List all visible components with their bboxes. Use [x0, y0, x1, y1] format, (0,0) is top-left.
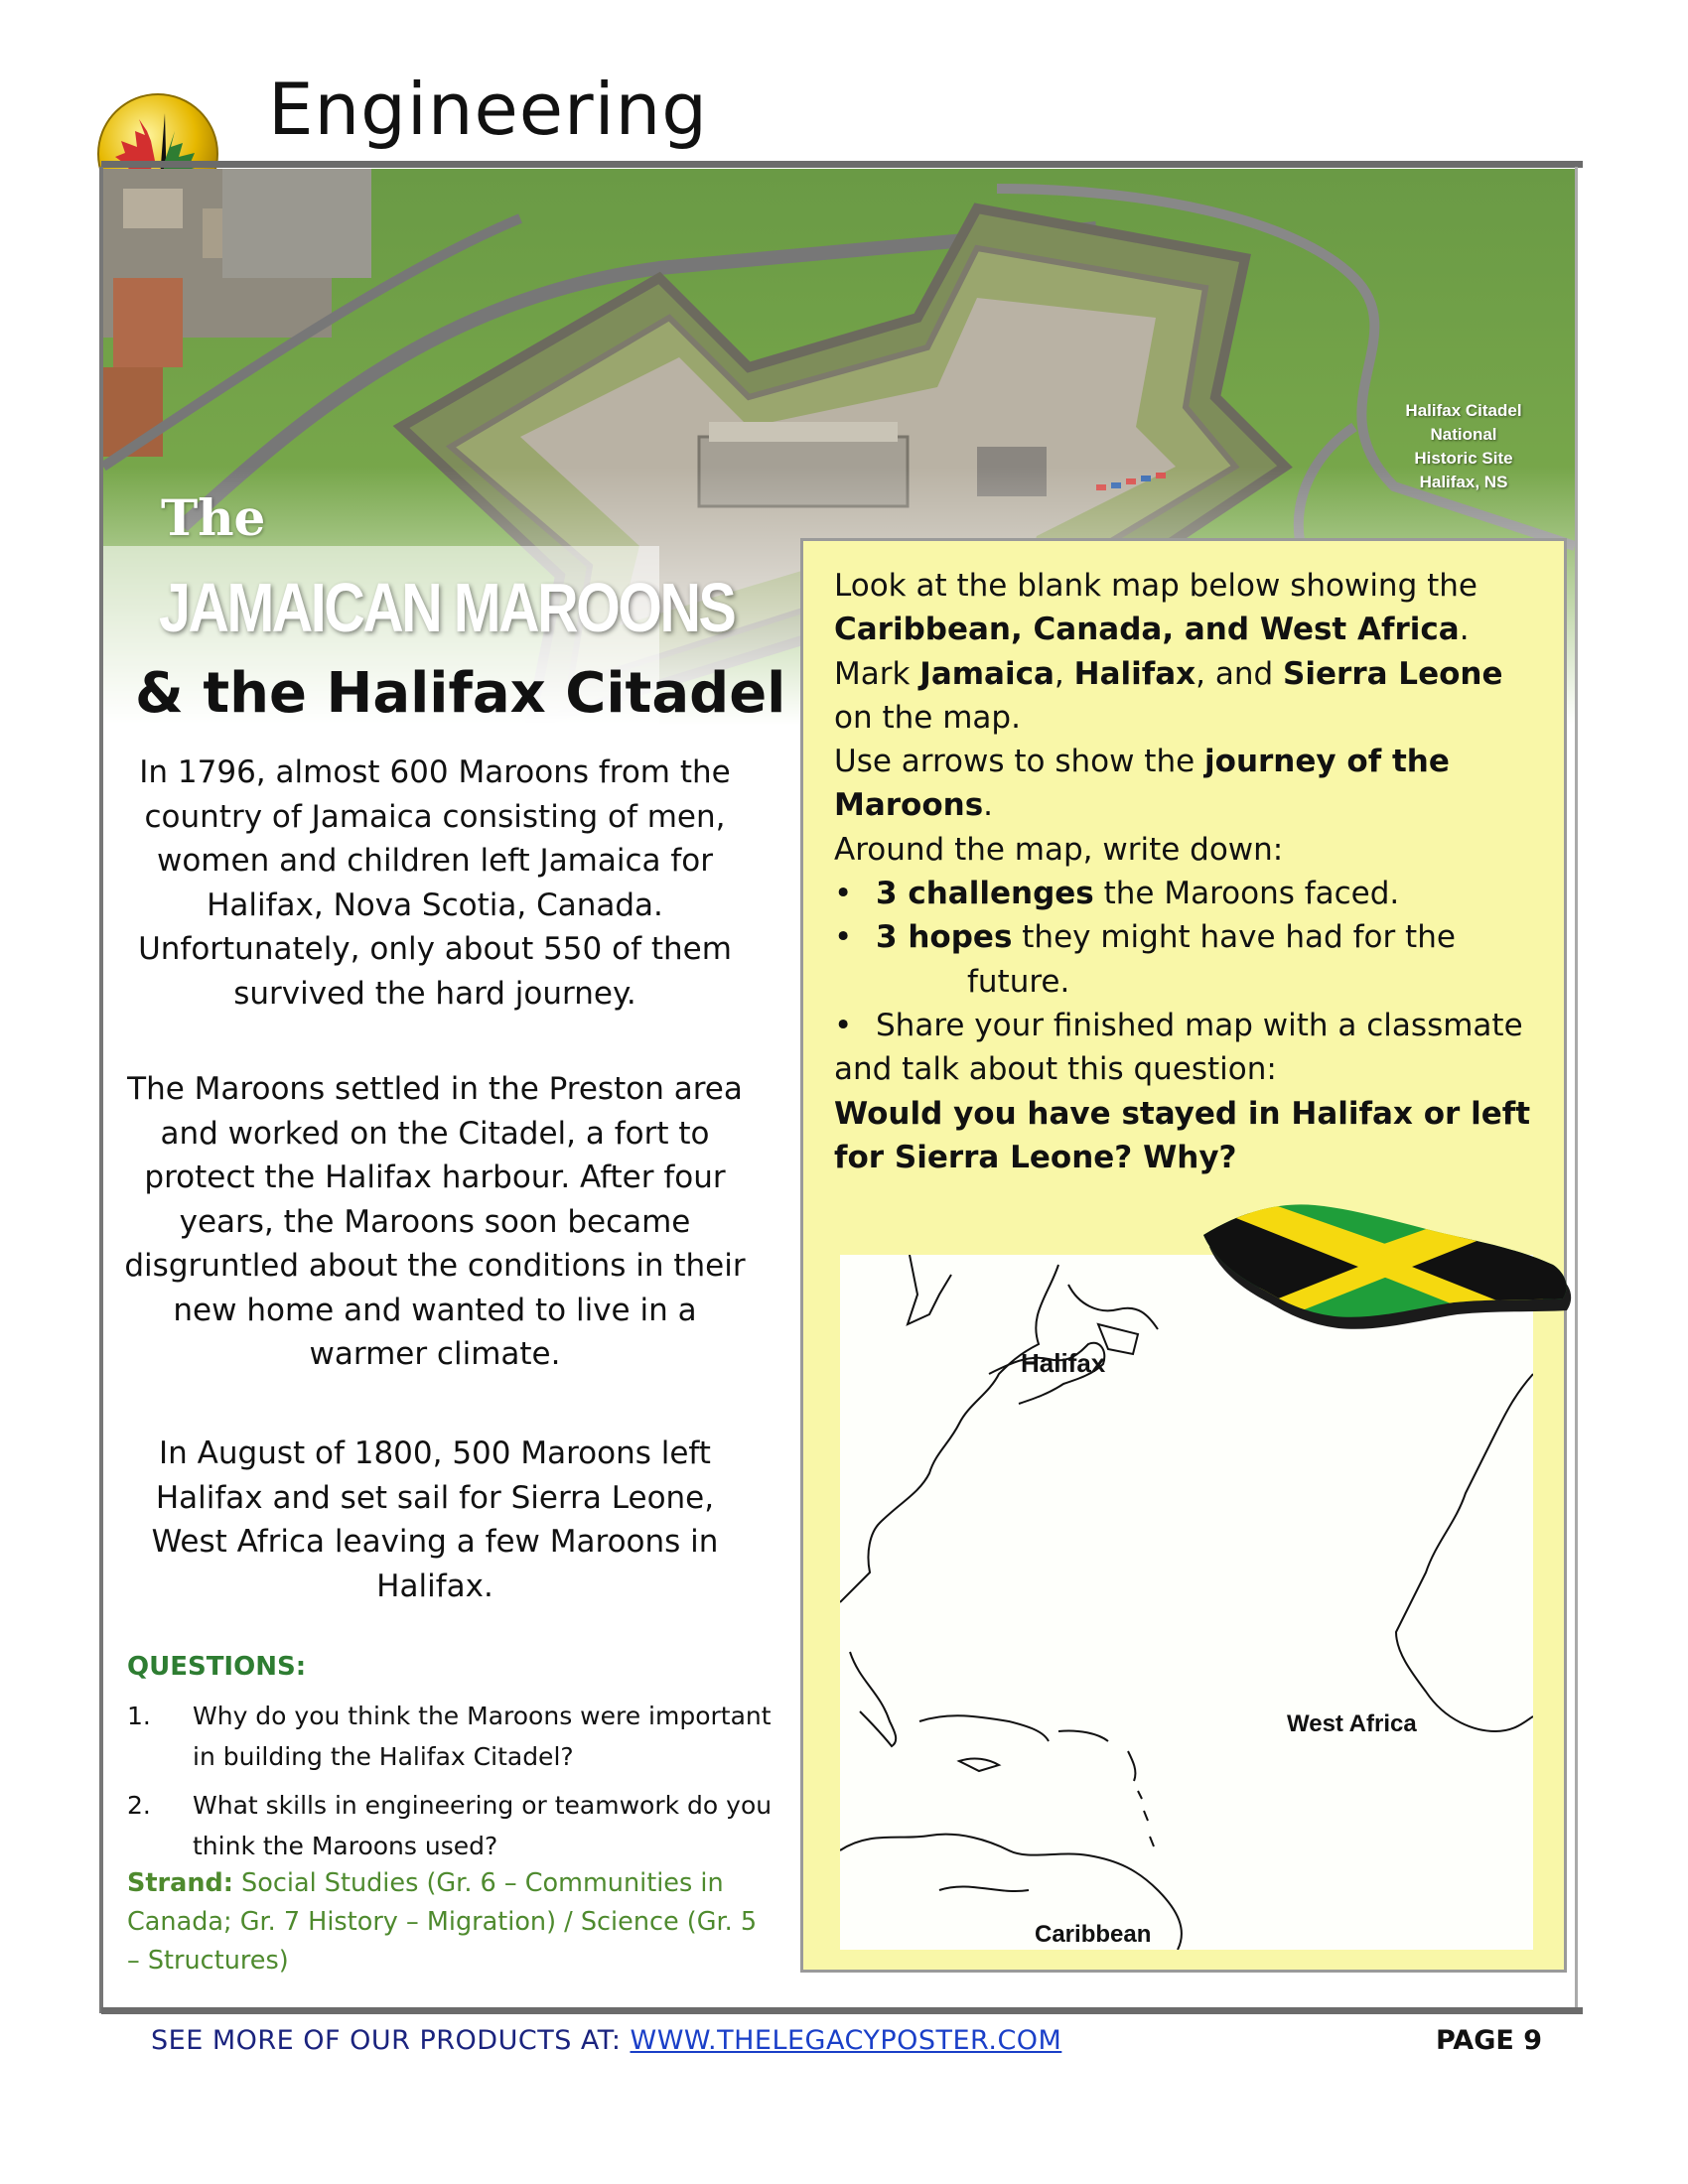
questions-heading: QUESTIONS:: [127, 1652, 307, 1682]
place-halifax: Halifax: [1073, 655, 1196, 692]
journey-emphasis: journey of the Maroons: [834, 744, 1450, 824]
caption-line: Halifax Citadel: [1405, 401, 1522, 420]
instruction-text: Look at the blank map below showing the: [834, 568, 1477, 604]
departure-paragraph: In August of 1800, 500 Maroons left Halifax and set sail for Sierra Leone, West Africa leaving a few Maroons in Halifax.: [151, 1435, 719, 1604]
instruction-text: ,: [1054, 655, 1074, 692]
strand-label: Strand:: [127, 1868, 233, 1898]
title-halifax-citadel: & the Halifax Citadel: [135, 661, 786, 726]
instruction-text: .: [1459, 612, 1470, 648]
strand-text: Social Studies (Gr. 6 – Communities in Canada; Gr. 7 History – Migration) / Science (Gr. 5 – Structures): [127, 1868, 758, 1976]
discussion-question-text: Would you have stayed in Halifax or left for Sierra Leone? Why?: [834, 1095, 1531, 1175]
map-label-west-africa: West Africa: [1287, 1710, 1417, 1737]
caption-line: Historic Site: [1414, 449, 1513, 468]
place-jamaica: Jamaica: [919, 655, 1055, 692]
caption-line: Halifax, NS: [1419, 473, 1508, 491]
instruction-text: , and: [1196, 655, 1284, 692]
curriculum-strand: [127, 1864, 773, 1980]
question-number: 2.: [127, 1791, 151, 1820]
place-sierra-leone: Sierra Leone: [1283, 655, 1503, 692]
frame-right-border: [1575, 167, 1578, 2013]
instruction-line: [834, 652, 1549, 741]
instruction-text: Use arrows to show the: [834, 744, 1205, 780]
bullet-item: [834, 915, 1549, 959]
caption-line: National: [1430, 425, 1497, 444]
bullet-text: the Maroons faced.: [1093, 876, 1400, 912]
bullet-text: Share your finished map with a classmate and talk about this question:: [834, 1007, 1523, 1088]
instruction-line: Around the map, write down:: [834, 831, 1284, 868]
question-item: [127, 1696, 772, 1777]
regions-emphasis: Caribbean, Canada, and West Africa: [834, 612, 1460, 648]
activity-instructions: [834, 564, 1549, 1179]
question-text: Why do you think the Maroons were important in building the Halifax Citadel?: [193, 1702, 772, 1771]
instruction-text: .: [983, 787, 994, 824]
bullet-continuation: future.: [967, 963, 1070, 1000]
jamaica-flag-island-icon: [1196, 1191, 1575, 1342]
question-number: 1.: [127, 1702, 151, 1730]
instruction-line: [834, 608, 1549, 651]
website-link[interactable]: WWW.THELEGACYPOSTER.COM: [630, 2025, 1062, 2056]
challenges-emphasis: 3 challenges: [876, 876, 1094, 912]
photo-caption: [1384, 399, 1543, 494]
hopes-emphasis: 3 hopes: [876, 919, 1013, 956]
bullet-icon: •: [834, 876, 853, 912]
page-number: PAGE 9: [1436, 2025, 1542, 2056]
instruction-line: [834, 564, 1549, 608]
blank-atlantic-map: [840, 1255, 1533, 1950]
intro-paragraph: In 1796, almost 600 Maroons from the country of Jamaica consisting of men, women and children left Jamaica for Halifax, Nova Scotia, Canada. Unfortunately, only about 550 of them survived the hard journey.: [138, 754, 732, 1012]
settlement-paragraph: The Maroons settled in the Preston area and worked on the Citadel, a fort to protect the Halifax harbour. After four years, the Maroons soon became disgruntled about the conditions in their new home and wanted to live in a warmer climate.: [124, 1071, 746, 1372]
page-title: Engineering: [268, 68, 708, 151]
discussion-question: [834, 1092, 1549, 1180]
map-label-caribbean: Caribbean: [1035, 1921, 1152, 1948]
title-jamaican-maroons: JAMAICAN MAROONS: [159, 569, 735, 646]
map-label-halifax: Halifax: [1021, 1348, 1106, 1378]
title-the: The: [161, 488, 266, 547]
footer-prefix: SEE MORE OF OUR PRODUCTS AT:: [151, 2025, 631, 2056]
footer-divider: [101, 2007, 1583, 2014]
bullet-item: [834, 872, 1549, 915]
bullet-item: [834, 1004, 1549, 1092]
footer-promo: [151, 2025, 1061, 2056]
instruction-text: on the map.: [834, 699, 1021, 736]
instruction-text: Mark: [834, 655, 920, 692]
question-item: [127, 1785, 773, 1866]
header-divider: [101, 161, 1583, 168]
bullet-icon: •: [834, 1007, 853, 1043]
question-text: What skills in engineering or teamwork do you think the Maroons used?: [193, 1791, 773, 1860]
bullet-icon: •: [834, 919, 853, 956]
bullet-text: they might have had for the: [1012, 919, 1456, 956]
instruction-line: [834, 740, 1549, 828]
